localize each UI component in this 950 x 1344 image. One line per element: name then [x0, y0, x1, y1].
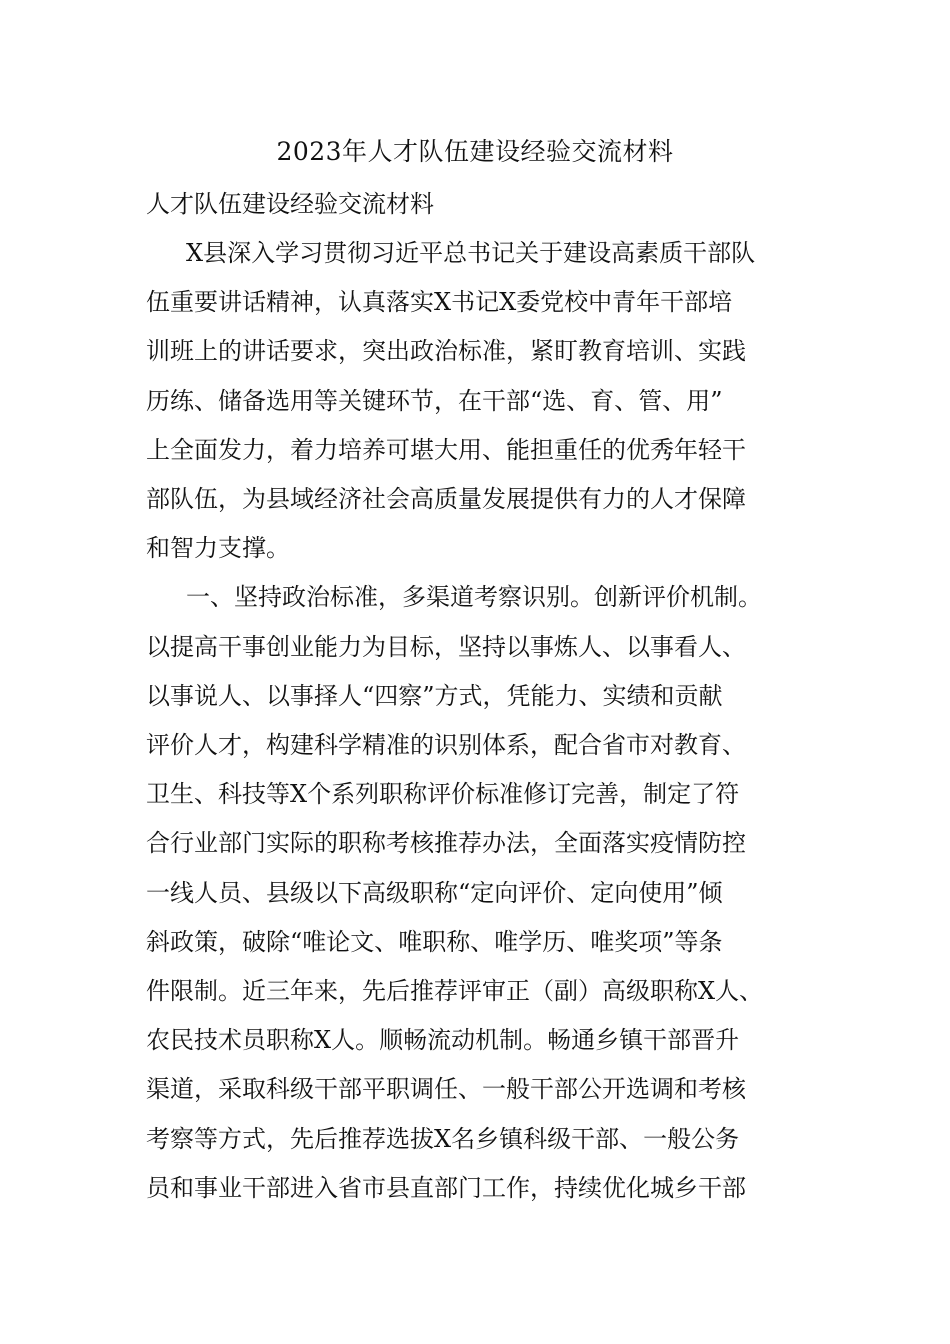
- text-line: 评价人才，构建科学精准的识别体系，配合省市对教育、: [146, 731, 746, 760]
- paragraph-intro: [146, 229, 846, 573]
- document-subtitle: 人才队伍建设经验交流材料: [146, 190, 434, 218]
- text-line: 伍重要讲话精神，认真落实X书记X委党校中青年干部培: [146, 288, 733, 317]
- text-line: 训班上的讲话要求，突出政治标准，紧盯教育培训、实践: [146, 337, 746, 366]
- text-line: 农民技术员职称X人。顺畅流动机制。畅通乡镇干部晋升: [146, 1026, 740, 1055]
- text-line: 上全面发力，着力培养可堪大用、能担重任的优秀年轻干: [146, 435, 746, 464]
- text-line: 考察等方式，先后推荐选拔X名乡镇科级干部、一般公务: [146, 1124, 740, 1153]
- text-line: 历练、储备选用等关键环节，在干部“选、育、管、用”: [146, 386, 723, 415]
- text-line: 以事说人、以事择人“四察”方式，凭能力、实绩和贡献: [146, 681, 723, 710]
- text-line: X县深入学习贯彻习近平总书记关于建设高素质干部队: [186, 239, 756, 267]
- text-line: 以提高干事创业能力为目标，坚持以事炼人、以事看人、: [146, 632, 746, 661]
- text-line: 一线人员、县级以下高级职称“定向评价、定向使用”倾: [146, 878, 723, 907]
- text-line: 员和事业干部进入省市县直部门工作，持续优化城乡干部: [146, 1173, 746, 1202]
- text-line: 斜政策，破除“唯论文、唯职称、唯学历、唯奖项”等条: [146, 927, 723, 956]
- text-line: 件限制。近三年来，先后推荐评审正（副）高级职称X人、: [146, 977, 764, 1006]
- text-line: 卫生、科技等X个系列职称评价标准修订完善，制定了符: [146, 780, 740, 809]
- text-line: 部队伍，为县域经济社会高质量发展提供有力的人才保障: [146, 485, 746, 514]
- text-line: 和智力支撑。: [146, 534, 290, 563]
- document-body: [146, 180, 846, 1213]
- text-line: 合行业部门实际的职称考核推荐办法，全面落实疫情防控: [146, 829, 746, 858]
- paragraph-section-one: [146, 573, 846, 1213]
- text-line: 一、坚持政治标准，多渠道考察识别。创新评价机制。: [186, 583, 762, 612]
- document-title: 2023年人才队伍建设经验交流材料: [276, 137, 674, 166]
- text-line: 渠道，采取科级干部平职调任、一般干部公开选调和考核: [146, 1075, 746, 1104]
